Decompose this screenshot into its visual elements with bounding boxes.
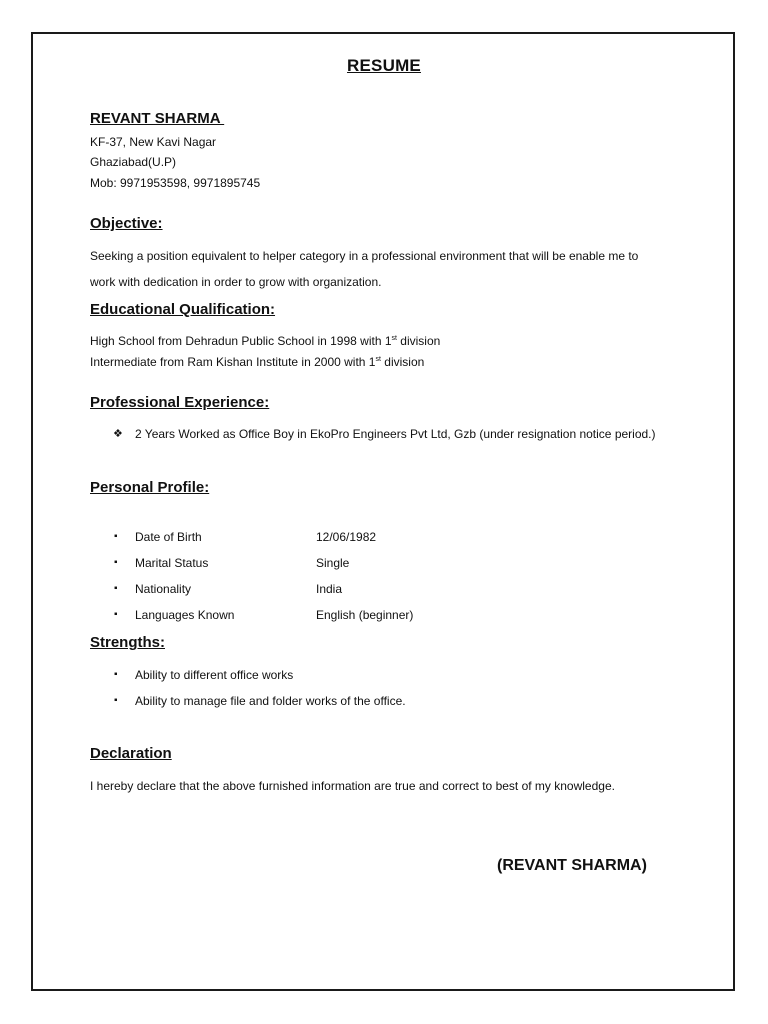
strength-item: Ability to manage file and folder works of the office. xyxy=(135,694,406,708)
experience-item: 2 Years Worked as Office Boy in EkoPro Engineers Pvt Ltd, Gzb (under resignation notice period.) xyxy=(135,427,656,441)
strengths-heading: Strengths: xyxy=(90,634,165,651)
profile-value-languages: English (beginner) xyxy=(316,608,414,622)
profile-value-dob: 12/06/1982 xyxy=(316,530,377,544)
mobile-numbers: Mob: 9971953598, 9971895745 xyxy=(90,176,261,190)
ordinal-suffix: st xyxy=(375,356,381,363)
resume-title: RESUME xyxy=(347,56,421,75)
ordinal-suffix: st xyxy=(391,335,397,342)
education-heading: Educational Qualification: xyxy=(90,301,276,318)
square-bullet-icon: ▪ xyxy=(114,609,118,620)
square-bullet-icon: ▪ xyxy=(114,557,118,568)
declaration-heading: Declaration xyxy=(90,745,172,762)
experience-heading: Professional Experience: xyxy=(90,394,270,411)
education-item-text: division xyxy=(396,334,441,348)
education-item xyxy=(90,331,440,351)
profile-label-languages: Languages Known xyxy=(135,608,235,622)
address-line-1: KF-37, New Kavi Nagar xyxy=(90,135,217,149)
objective-line-1: Seeking a position equivalent to helper category in a professional environment that will be enable me to xyxy=(90,249,639,263)
objective-line-2: work with dedication in order to grow with organization. xyxy=(90,275,382,289)
address-line-2: Ghaziabad(U.P) xyxy=(90,155,177,169)
profile-value-nationality: India xyxy=(316,582,343,596)
signature-name: (REVANT SHARMA) xyxy=(497,857,647,874)
square-bullet-icon: ▪ xyxy=(114,531,118,542)
profile-heading: Personal Profile: xyxy=(90,479,210,496)
profile-label-dob: Date of Birth xyxy=(135,530,202,544)
profile-label-marital-status: Marital Status xyxy=(135,556,209,570)
objective-heading: Objective: xyxy=(90,215,163,232)
education-item-text: High School from Dehradun Public School in 1998 with 1 xyxy=(90,334,392,348)
profile-label-nationality: Nationality xyxy=(135,582,192,596)
education-item-text: Intermediate from Ram Kishan Institute in 2000 with 1 xyxy=(90,355,376,369)
declaration-text: I hereby declare that the above furnished information are true and correct to best of my knowledge. xyxy=(90,779,615,793)
diamond-bullet-icon: ❖ xyxy=(113,428,123,440)
candidate-name: REVANT SHARMA xyxy=(90,110,225,127)
education-item-text: division xyxy=(380,355,425,369)
strength-item: Ability to different office works xyxy=(135,668,294,682)
square-bullet-icon: ▪ xyxy=(114,695,118,706)
education-item xyxy=(90,352,424,372)
profile-value-marital-status: Single xyxy=(316,556,350,570)
square-bullet-icon: ▪ xyxy=(114,583,118,594)
square-bullet-icon: ▪ xyxy=(114,669,118,680)
